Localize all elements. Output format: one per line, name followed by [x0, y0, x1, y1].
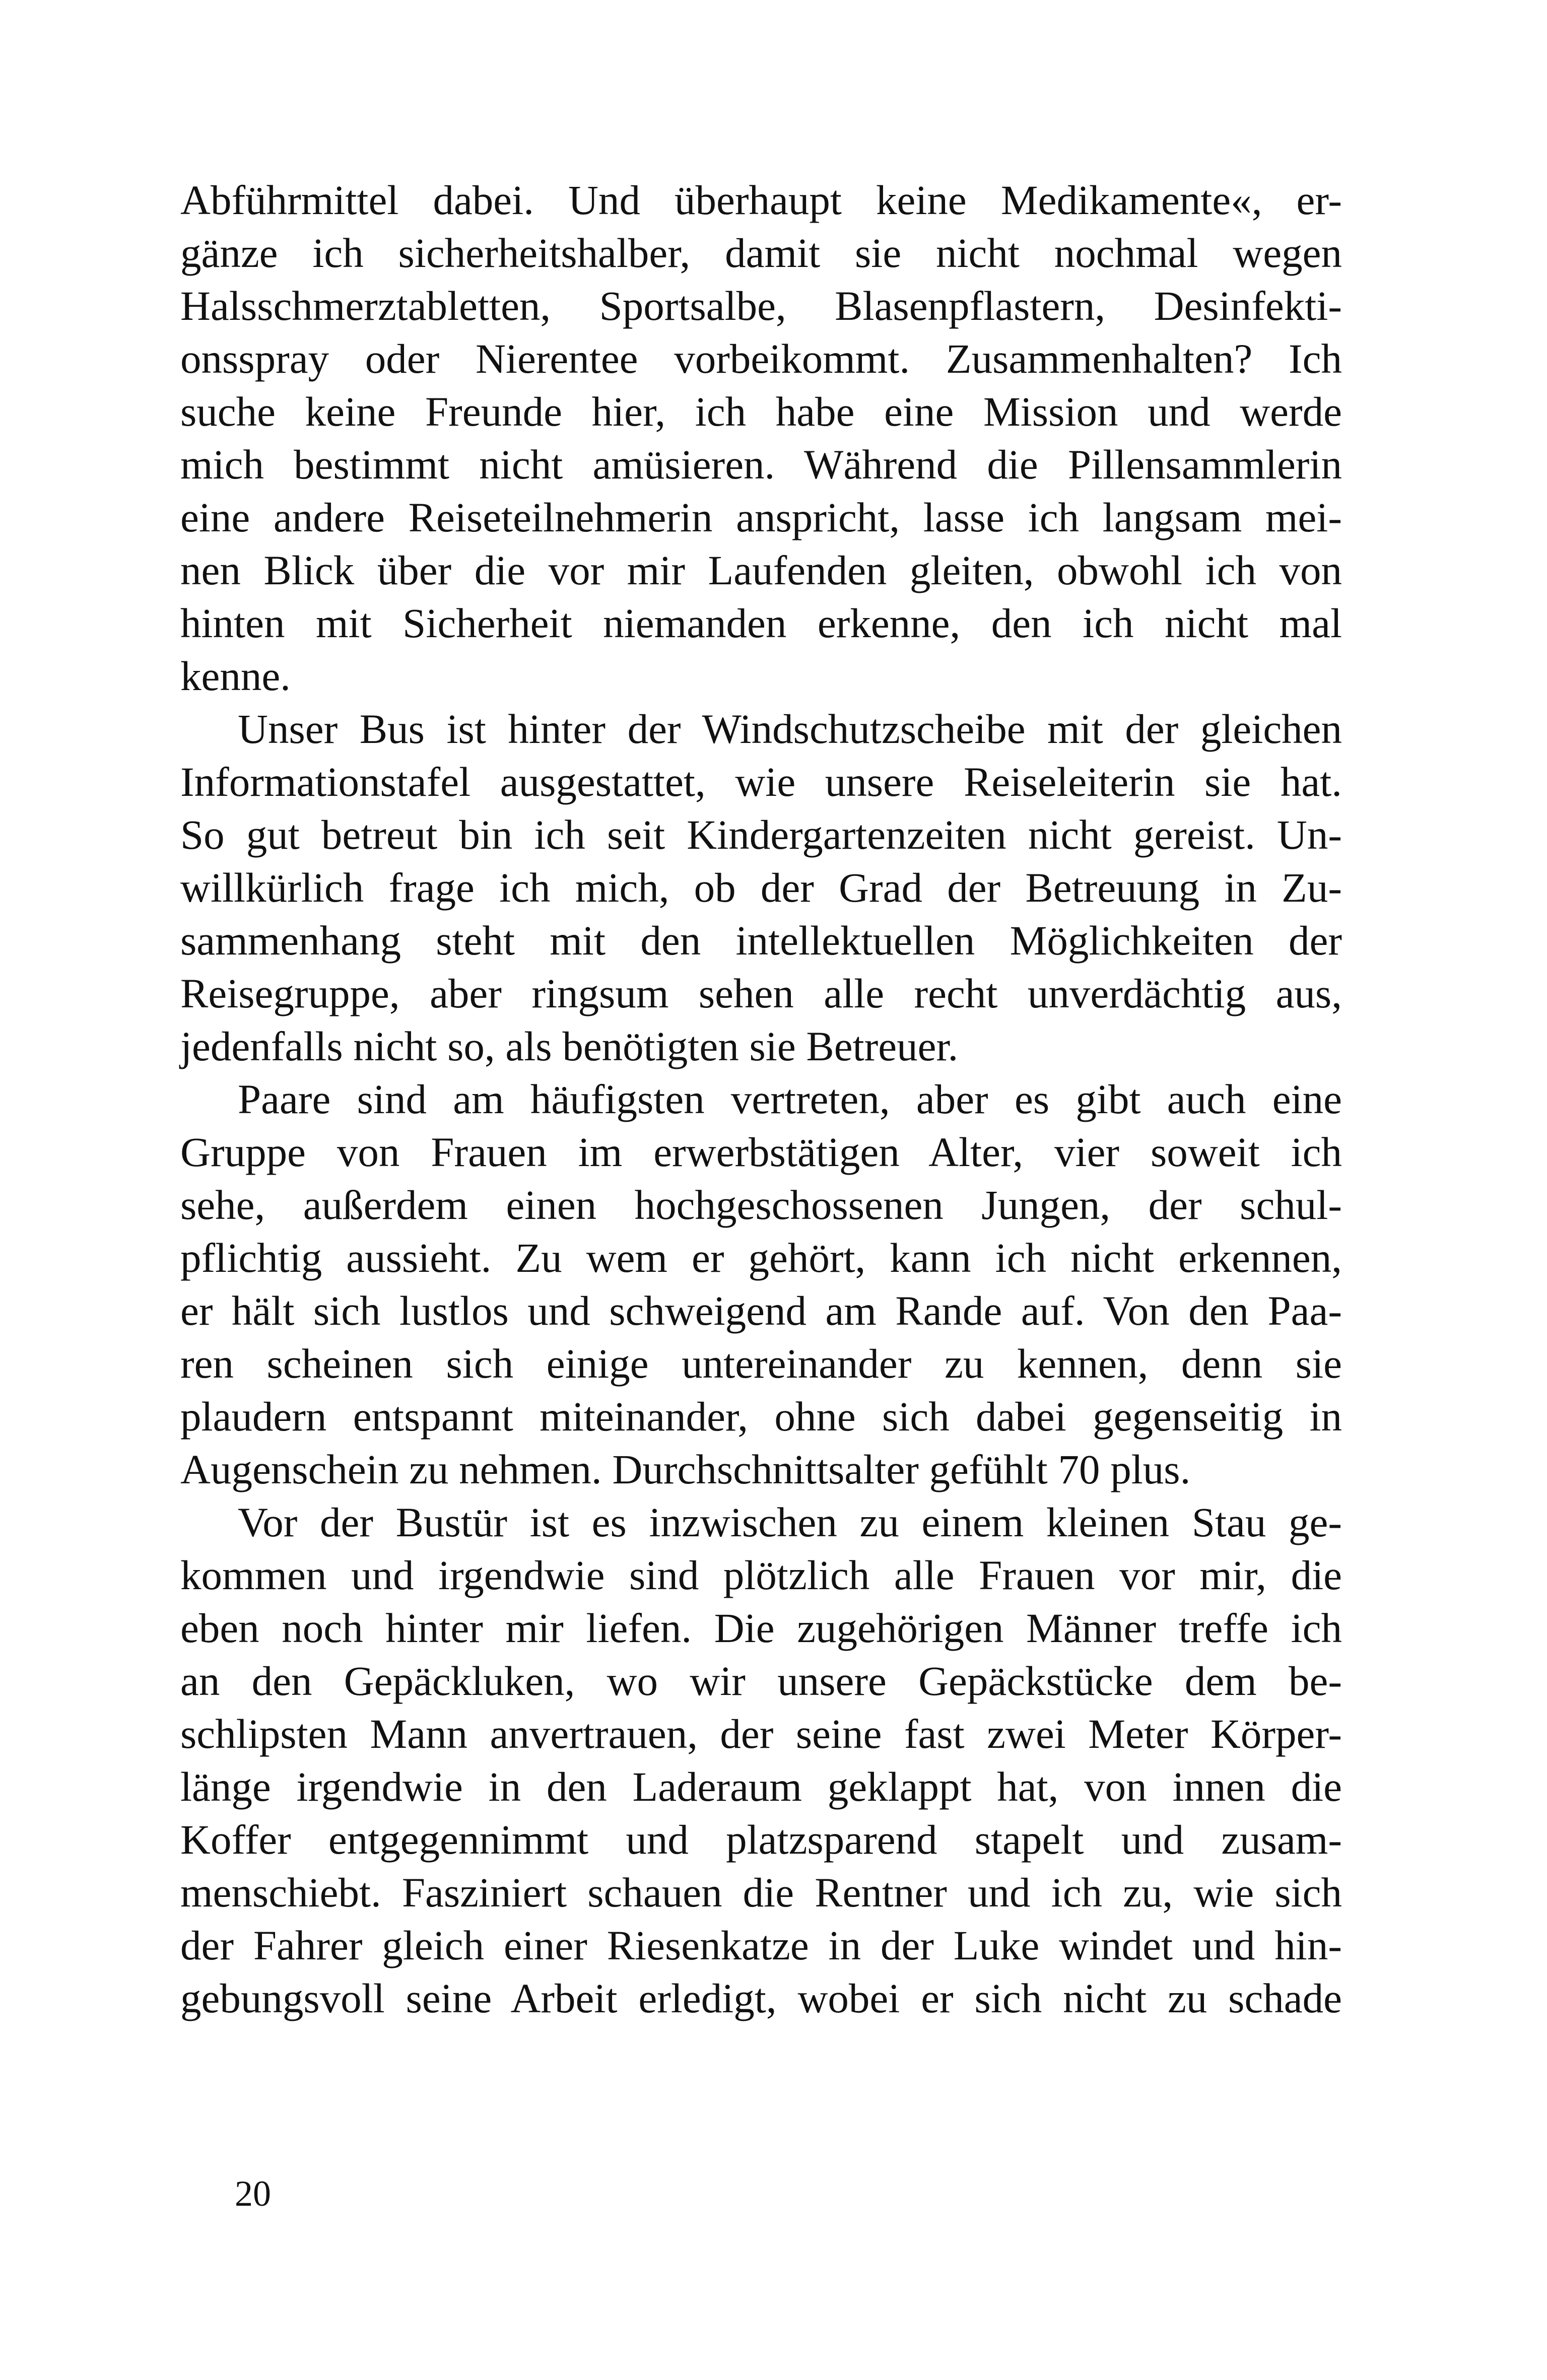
text-line: ren scheinen sich einige untereinander zu kennen, denn sie: [180, 1340, 1342, 1387]
text-line: an den Gepäckluken, wo wir unsere Gepäckstücke dem be-: [180, 1658, 1342, 1704]
text-line: eben noch hinter mir liefen. Die zugehörigen Männer treffe ich: [180, 1605, 1342, 1651]
text-line: hinten mit Sicherheit niemanden erkenne, den ich nicht mal: [180, 600, 1342, 646]
paragraph: [180, 703, 1342, 1073]
paragraph: [180, 174, 1342, 703]
text-line: pflichtig aussieht. Zu wem er gehört, kann ich nicht erkennen,: [180, 1235, 1342, 1281]
text-line: schlipsten Mann anvertrauen, der seine fast zwei Meter Körper-: [180, 1711, 1342, 1757]
body-text: [180, 174, 1342, 2025]
text-line: So gut betreut bin ich seit Kindergartenzeiten nicht gereist. Un-: [180, 811, 1342, 858]
text-line: Gruppe von Frauen im erwerbstätigen Alter, vier soweit ich: [180, 1129, 1342, 1175]
text-line: jedenfalls nicht so, als benötigten sie Betreuer.: [180, 1023, 959, 1069]
text-line: nen Blick über die vor mir Laufenden gleiten, obwohl ich von: [180, 547, 1342, 593]
text-line: gebungsvoll seine Arbeit erledigt, wobei er sich nicht zu schade: [180, 1975, 1342, 2021]
text-line: mich bestimmt nicht amüsieren. Während die Pillensammlerin: [180, 441, 1342, 488]
text-line: plaudern entspannt miteinander, ohne sich dabei gegenseitig in: [180, 1393, 1342, 1440]
text-line: länge irgendwie in den Laderaum geklappt hat, von innen die: [180, 1763, 1342, 1810]
text-line: eine andere Reiseteilnehmerin anspricht, lasse ich langsam mei-: [180, 494, 1342, 540]
paragraph: [180, 1073, 1342, 1496]
text-line: Augenschein zu nehmen. Durchschnittsalter gefühlt 70 plus.: [180, 1446, 1191, 1492]
text-line: er hält sich lustlos und schweigend am Rande auf. Von den Paa-: [180, 1287, 1342, 1334]
paragraph: [180, 1496, 1342, 2025]
text-line: suche keine Freunde hier, ich habe eine Mission und werde: [180, 388, 1342, 435]
text-line: Vor der Bustür ist es inzwischen zu einem kleinen Stau ge-: [238, 1499, 1342, 1545]
text-line: kommen und irgendwie sind plötzlich alle Frauen vor mir, die: [180, 1552, 1342, 1598]
text-line: Halsschmerztabletten, Sportsalbe, Blasenpflastern, Desinfekti-: [180, 283, 1342, 329]
page-number: 20: [235, 2173, 271, 2214]
text-line: Informationstafel ausgestattet, wie unsere Reiseleiterin sie hat.: [180, 759, 1342, 805]
text-line: menschiebt. Fasziniert schauen die Rentner und ich zu, wie sich: [180, 1869, 1342, 1916]
text-line: willkürlich frage ich mich, ob der Grad der Betreuung in Zu-: [180, 864, 1342, 911]
text-line: kenne.: [180, 653, 291, 699]
text-line: sammenhang steht mit den intellektuellen Möglichkeiten der: [180, 917, 1342, 964]
text-line: gänze ich sicherheitshalber, damit sie nicht nochmal wegen: [180, 230, 1342, 276]
text-line: Koffer entgegennimmt und platzsparend stapelt und zusam-: [180, 1816, 1342, 1863]
text-line: sehe, außerdem einen hochgeschossenen Jungen, der schul-: [180, 1182, 1342, 1228]
text-line: Unser Bus ist hinter der Windschutzscheibe mit der gleichen: [238, 706, 1342, 752]
text-line: Abführmittel dabei. Und überhaupt keine Medikamente«, er-: [180, 177, 1342, 223]
text-line: der Fahrer gleich einer Riesenkatze in der Luke windet und hin-: [180, 1922, 1342, 1968]
text-line: Paare sind am häufigsten vertreten, aber es gibt auch eine: [238, 1076, 1342, 1122]
text-line: onsspray oder Nierentee vorbeikommt. Zusammenhalten? Ich: [180, 335, 1342, 382]
text-line: Reisegruppe, aber ringsum sehen alle recht unverdächtig aus,: [180, 970, 1342, 1016]
